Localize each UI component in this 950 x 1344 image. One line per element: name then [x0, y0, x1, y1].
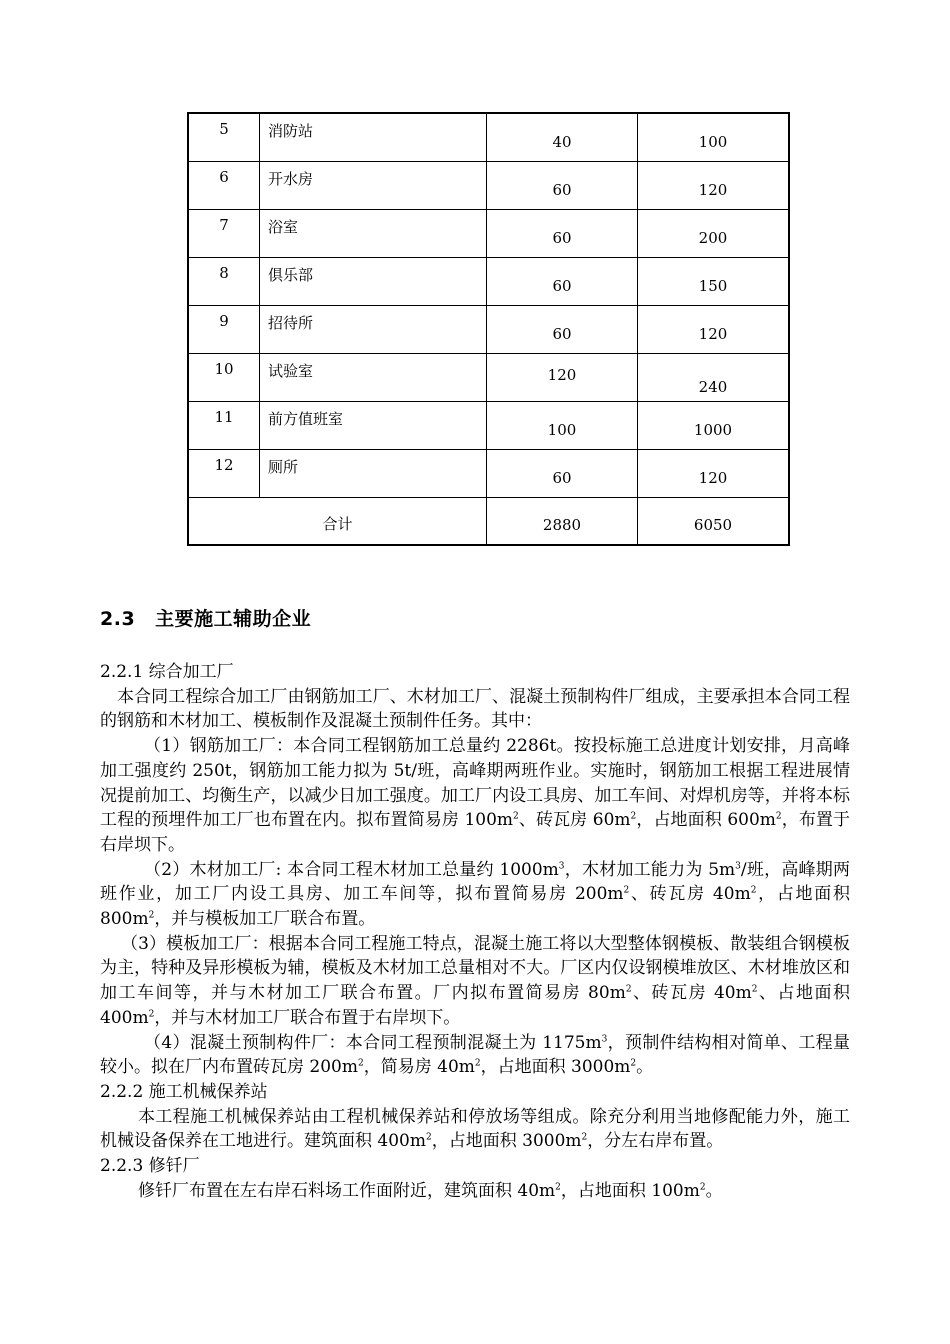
value-b-cell: 150: [638, 258, 790, 306]
section-title: 主要施工辅助企业: [155, 608, 312, 630]
value-a-cell: 60: [487, 306, 638, 354]
value-a-cell: 60: [487, 450, 638, 498]
subsection-title-2-2-3: 2.2.3 修钎厂: [100, 1156, 200, 1177]
row-number-cell: 5: [188, 113, 260, 162]
facility-table-container: [187, 112, 763, 546]
table-row: [188, 162, 789, 210]
facility-name-cell: 前方值班室: [260, 402, 487, 450]
row-number-cell: 11: [188, 402, 260, 450]
value-b-cell: 120: [638, 162, 790, 210]
table-row: [188, 450, 789, 498]
facility-name-cell: 浴室: [260, 210, 487, 258]
facility-name-cell: 试验室: [260, 354, 487, 402]
row-number-cell: 12: [188, 450, 260, 498]
value-a-cell: 40: [487, 113, 638, 162]
table-row: [188, 210, 789, 258]
paragraph-maintenance-station: 本工程施工机械保养站由工程机械保养站和停放场等组成。除充分利用当地修配能力外，施工机械设备保养在工地进行。建筑面积 $400m^2$，占地面积 $3000m^2$，分左右岸布置。: [100, 1106, 850, 1152]
table-row: [188, 354, 789, 402]
row-number-cell: 10: [188, 354, 260, 402]
paragraph-timber-plant: （2）木材加工厂: 本合同工程木材加工总量约 $1000m^3$，木材加工能力为 $5m^3/$班，高峰期两班作业，加工厂内设工具房、加工车间等，拟布置简易房 $200m^2$、砖瓦房 $40m^2$，占地面积 $800m^2$，并与模板加工厂联合布置。: [100, 859, 851, 930]
value-b-cell: 120: [638, 450, 790, 498]
paragraph-intro: 本合同工程综合加工厂由钢筋加工厂、木材加工厂、混凝土预制构件厂组成，主要承担本合同工程的钢筋和木材加工、模板制作及混凝土预制件任务。其中：: [100, 686, 850, 732]
value-b-cell: 100: [638, 113, 790, 162]
value-a-cell: 60: [487, 258, 638, 306]
facility-name-cell: 消防站: [260, 113, 487, 162]
subsection-title-2-2-1: 2.2.1 综合加工厂: [100, 662, 234, 682]
row-number-cell: 8: [188, 258, 260, 306]
facility-name-cell: 厕所: [260, 450, 487, 498]
paragraph-formwork-plant: （3）模板加工厂：根据本合同工程施工特点，混凝土施工将以大型整体钢模板、散装组合钢模板为主，特种及异形模板为辅，模板及木材加工总量相对不大。厂区内仅设钢模堆放区、木材堆放区和加工车间等，并与木材加工厂联合布置。厂内拟布置简易房 $80m^2$、砖瓦房 $40m^2$、占地面积 $400m^2$，并与木材加工厂联合布置于右岸坝下。: [100, 933, 851, 1028]
row-number-cell: 9: [188, 306, 260, 354]
facility-name-cell: 招待所: [260, 306, 487, 354]
value-b-cell: 120: [638, 306, 790, 354]
section-number: 2.3: [100, 608, 136, 630]
value-b-cell: 200: [638, 210, 790, 258]
facility-area-table: [187, 112, 790, 546]
table-row: [188, 402, 789, 450]
value-b-cell: 240: [638, 354, 790, 402]
total-b-cell: 6050: [638, 498, 790, 546]
value-a-cell: 60: [487, 162, 638, 210]
table-row: [188, 113, 789, 162]
subsection-title-2-2-2: 2.2.2 施工机械保养站: [100, 1081, 268, 1102]
facility-name-cell: 俱乐部: [260, 258, 487, 306]
facility-name-cell: 开水房: [260, 162, 487, 210]
value-a-cell: 100: [487, 402, 638, 450]
table-row: [188, 258, 789, 306]
value-b-cell: 1000: [638, 402, 790, 450]
paragraph-precast-plant: （4）混凝土预制构件厂：本合同工程预制混凝土为 $1175m^3$，预制件结构相对简单、工程量较小。拟在厂内布置砖瓦房 $200m^2$，简易房 $40m^2$，占地面积 $3000m^2$。: [100, 1032, 851, 1078]
table-body: [188, 113, 789, 545]
total-label-cell: 合计: [188, 498, 487, 546]
section-heading: [100, 604, 311, 631]
table-total-row: [188, 498, 789, 546]
paragraph-rebar-plant: （1）钢筋加工厂：本合同工程钢筋加工总量约 2286t。按投标施工总进度计划安排，月高峰加工强度约 250t，钢筋加工能力拟为 5t/班，高峰期两班作业。实施时，钢筋加工根据工程进展情况提前加工、均衡生产，以减少日加工强度。加工厂内设工具房、加工车间、对焊机房等，并将本标工程的预埋件加工厂也布置在内。拟布置简易房 $100m^2$、砖瓦房 $60m^2$，占地面积 $600m^2$，布置于右岸坝下。: [100, 736, 851, 855]
value-a-cell: 120: [487, 354, 638, 402]
section-body: [100, 660, 850, 1203]
paragraph-drill-repair-shop: 修钎厂布置在左右岸石料场工作面附近，建筑面积 $40m^2$，占地面积 $100m^2$。: [138, 1180, 723, 1201]
value-a-cell: 60: [487, 210, 638, 258]
row-number-cell: 7: [188, 210, 260, 258]
total-a-cell: 2880: [487, 498, 638, 546]
row-number-cell: 6: [188, 162, 260, 210]
table-row: [188, 306, 789, 354]
